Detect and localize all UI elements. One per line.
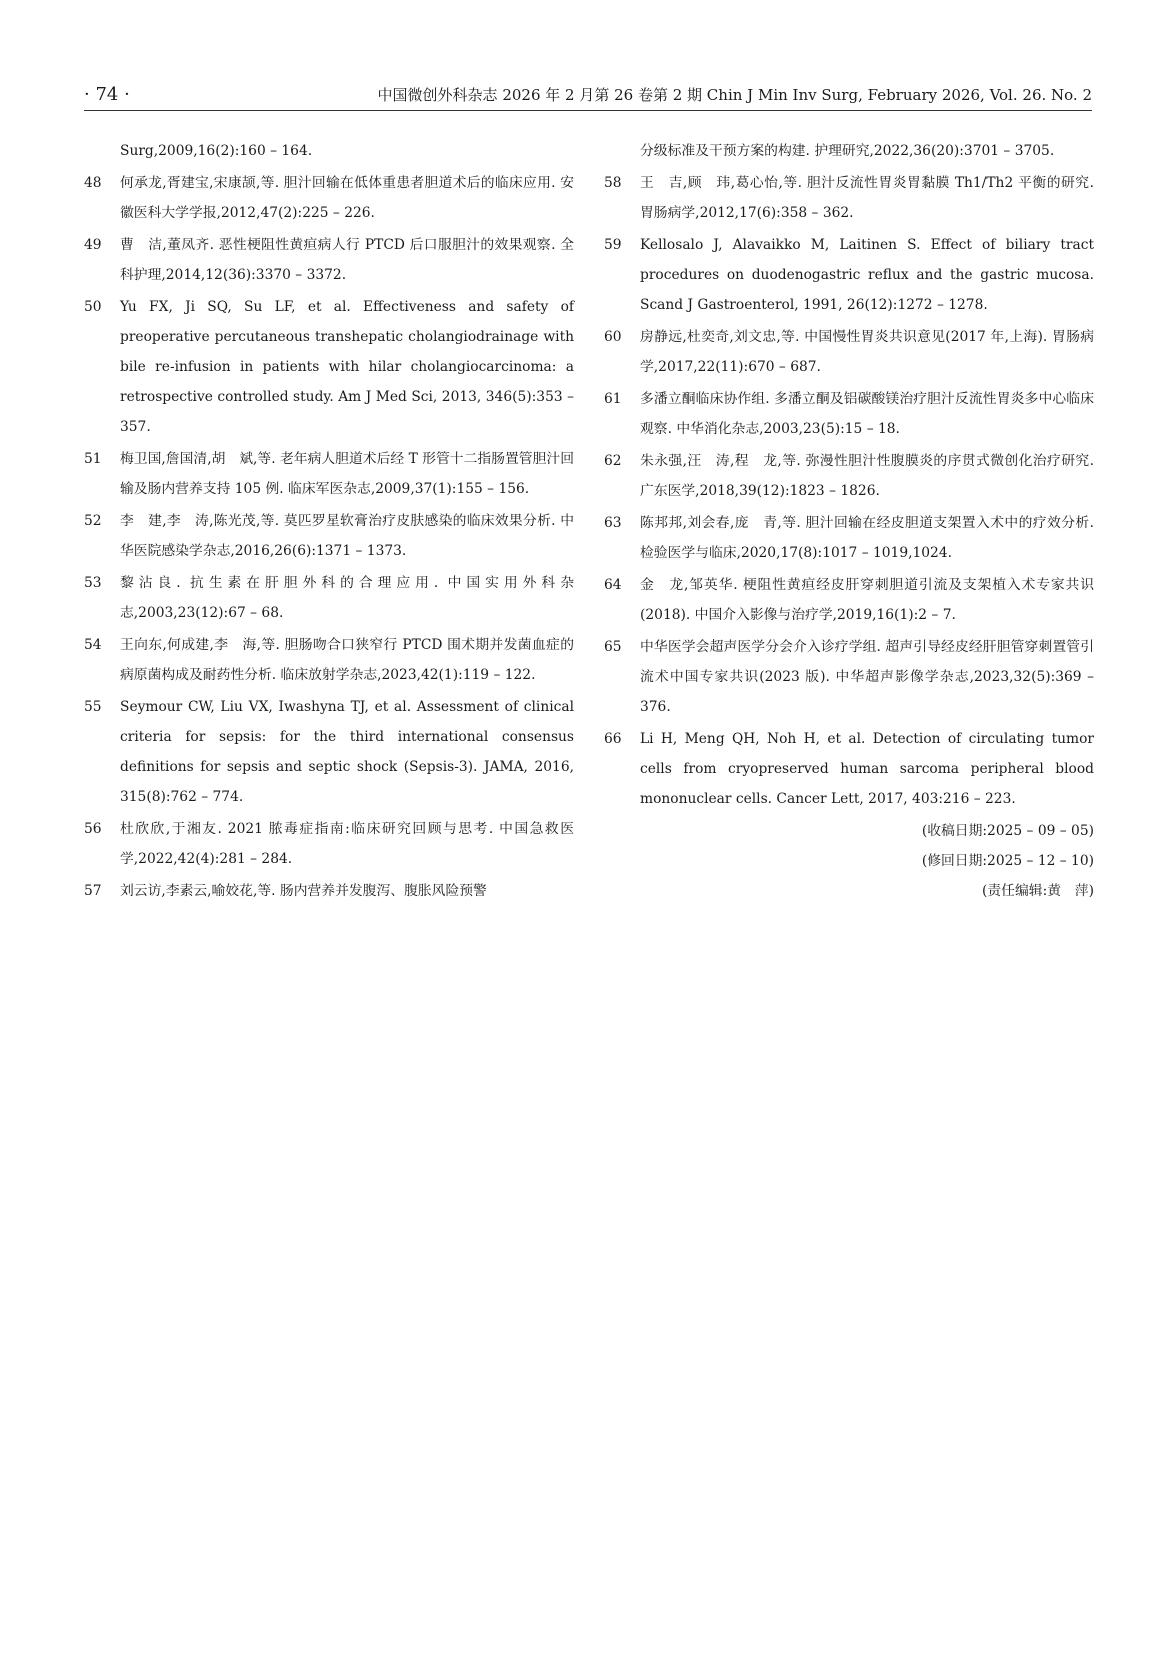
reference-number: 60 <box>604 329 622 345</box>
reference-57 <box>84 876 574 906</box>
received-date: (收稿日期:2025 – 09 – 05) <box>921 823 1094 839</box>
reference-continuation: 分级标准及干预方案的构建. 护理研究,2022,36(20):3701 – 3705. <box>640 143 1055 159</box>
reference-number: 50 <box>84 299 102 315</box>
page-header <box>84 82 1092 108</box>
page-number: · 74 · <box>84 84 130 105</box>
reference-number: 54 <box>84 637 102 653</box>
reference-number: 53 <box>84 575 102 591</box>
reference-number: 48 <box>84 175 102 191</box>
reference-text: 房静远,杜奕奇,刘文忠,等. 中国慢性胃炎共识意见(2017 年,上海). 胃肠病学,2017,22(11):670 – 687. <box>640 329 1094 375</box>
reference-59 <box>604 230 1094 320</box>
reference-text: 何承龙,胥建宝,宋康颉,等. 胆汁回输在低体重患者胆道术后的临床应用. 安徽医科大学学报,2012,47(2):225 – 226. <box>120 175 574 221</box>
reference-51 <box>84 444 574 504</box>
right-column <box>604 136 1094 906</box>
reference-text: 黎沾良. 抗生素在肝胆外科的合理应用. 中国实用外科杂志,2003,23(12):67 – 68. <box>120 575 574 621</box>
reference-text: 梅卫国,詹国清,胡 斌,等. 老年病人胆道术后经 T 形管十二指肠置管胆汁回输及肠内营养支持 105 例. 临床军医杂志,2009,37(1):155 – 156. <box>120 451 574 497</box>
reference-number: 66 <box>604 731 622 747</box>
reference-number: 56 <box>84 821 102 837</box>
reference-number: 61 <box>604 391 622 407</box>
reference-58 <box>604 168 1094 228</box>
reference-text: 曹 洁,董凤齐. 恶性梗阻性黄疸病人行 PTCD 后口服胆汁的效果观察. 全科护理,2014,12(36):3370 – 3372. <box>120 237 574 283</box>
header-rule <box>84 110 1092 111</box>
reference-52 <box>84 506 574 566</box>
reference-number: 52 <box>84 513 102 529</box>
revised-date: (修回日期:2025 – 12 – 10) <box>921 853 1094 869</box>
responsible-editor: (责任编辑:黄 萍) <box>982 883 1094 899</box>
reference-number: 57 <box>84 883 102 899</box>
reference-number: 51 <box>84 451 102 467</box>
reference-49 <box>84 230 574 290</box>
left-column <box>84 136 574 908</box>
reference-text: Seymour CW, Liu VX, Iwashyna TJ, et al. Assessment of clinical criteria for sepsis: for the third international consensus definitions for sepsis and septic shock (Sepsis-3). JAMA, 2016, 315(8):762 – 774. <box>120 699 574 805</box>
reference-text: 王向东,何成建,李 海,等. 胆肠吻合口狭窄行 PTCD 围术期并发菌血症的病原菌构成及耐药性分析. 临床放射学杂志,2023,42(1):119 – 122. <box>120 637 574 683</box>
reference-text: 多潘立酮临床协作组. 多潘立酮及铝碳酸镁治疗胆汁反流性胃炎多中心临床观察. 中华消化杂志,2003,23(5):15 – 18. <box>640 391 1094 437</box>
reference-text: Yu FX, Ji SQ, Su LF, et al. Effectiveness and safety of preoperative percutaneous transhepatic cholangiodrainage with bile re-infusion in patients with hilar cholangiocarcinoma: a retrospective controlled study. Am J Med Sci, 2013, 346(5):353 – 357. <box>120 299 574 435</box>
reference-61 <box>604 384 1094 444</box>
reference-60 <box>604 322 1094 382</box>
reference-number: 63 <box>604 515 622 531</box>
reference-62 <box>604 446 1094 506</box>
reference-55 <box>84 692 574 812</box>
reference-number: 65 <box>604 639 622 655</box>
reference-number: 49 <box>84 237 102 253</box>
reference-number: 58 <box>604 175 622 191</box>
reference-number: 64 <box>604 577 622 593</box>
reference-text: 朱永强,汪 涛,程 龙,等. 弥漫性胆汁性腹膜炎的序贯式微创化治疗研究. 广东医学,2018,39(12):1823 – 1826. <box>640 453 1094 499</box>
reference-number: 62 <box>604 453 622 469</box>
reference-66 <box>604 724 1094 814</box>
reference-53 <box>84 568 574 628</box>
reference-54 <box>84 630 574 690</box>
reference-50 <box>84 292 574 442</box>
reference-text: 刘云访,李素云,喻姣花,等. 肠内营养并发腹泻、腹胀风险预警 <box>120 883 487 899</box>
reference-text: Kellosalo J, Alavaikko M, Laitinen S. Effect of biliary tract procedures on duodenogastric reflux and the gastric mucosa. Scand J Gastroenterol, 1991, 26(12):1272 – 1278. <box>640 237 1094 313</box>
reference-63 <box>604 508 1094 568</box>
reference-text: 陈邦邦,刘会春,庞 青,等. 胆汁回输在经皮胆道支架置入术中的疗效分析. 检验医学与临床,2020,17(8):1017 – 1019,1024. <box>640 515 1094 561</box>
reference-text: 李 建,李 涛,陈光茂,等. 莫匹罗星软膏治疗皮肤感染的临床效果分析. 中华医院感染学杂志,2016,26(6):1371 – 1373. <box>120 513 574 559</box>
reference-text: 金 龙,邹英华. 梗阻性黄疸经皮肝穿刺胆道引流及支架植入术专家共识(2018). 中国介入影像与治疗学,2019,16(1):2 – 7. <box>640 577 1094 623</box>
reference-65 <box>604 632 1094 722</box>
reference-number: 55 <box>84 699 102 715</box>
reference-text: 王 吉,顾 玮,葛心怡,等. 胆汁反流性胃炎胃黏膜 Th1/Th2 平衡的研究. 胃肠病学,2012,17(6):358 – 362. <box>640 175 1094 221</box>
reference-number: 59 <box>604 237 622 253</box>
journal-running-head: 中国微创外科杂志 2026 年 2 月第 26 卷第 2 期 Chin J Min Inv Surg, February 2026, Vol. 26. No. 2 <box>377 86 1092 104</box>
reference-56 <box>84 814 574 874</box>
reference-48 <box>84 168 574 228</box>
reference-64 <box>604 570 1094 630</box>
reference-continuation: Surg,2009,16(2):160 – 164. <box>120 143 313 159</box>
reference-text: Li H, Meng QH, Noh H, et al. Detection of circulating tumor cells from cryopreserved human sarcoma peripheral blood mononuclear cells. Cancer Lett, 2017, 403:216 – 223. <box>640 731 1094 807</box>
article-dates <box>604 816 1094 906</box>
reference-text: 中华医学会超声医学分会介入诊疗学组. 超声引导经皮经肝胆管穿刺置管引流术中国专家共识(2023 版). 中华超声影像学杂志,2023,32(5):369 – 376. <box>640 639 1094 715</box>
reference-text: 杜欣欣,于湘友. 2021 脓毒症指南:临床研究回顾与思考. 中国急救医学,2022,42(4):281 – 284. <box>120 821 574 867</box>
